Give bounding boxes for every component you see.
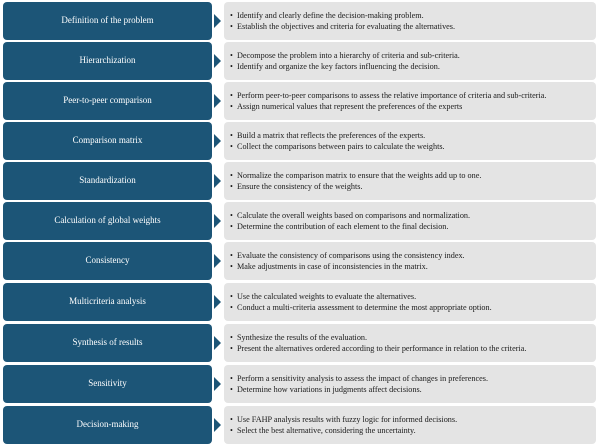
bullet-item: • Present the alternatives ordered according to their performance in relation to the criteria. — [230, 344, 590, 354]
step-row — [0, 82, 600, 120]
bullet-item: • Select the best alternative, considering the uncertainty. — [230, 426, 590, 436]
step-row — [0, 406, 600, 444]
arrow-right-icon — [214, 94, 221, 108]
step-box: Hierarchization — [3, 42, 212, 80]
step-description — [224, 122, 596, 160]
step-row — [0, 122, 600, 160]
bullet-item: • Perform a sensitivity analysis to assess the impact of changes in preferences. — [230, 374, 590, 384]
step-description — [224, 202, 596, 240]
arrow-right-icon — [214, 377, 221, 391]
bullet-item: • Identify and clearly define the decision-making problem. — [230, 11, 590, 21]
bullet-item: • Determine how variations in judgments affect decisions. — [230, 385, 590, 395]
bullet-item: • Determine the contribution of each element to the final decision. — [230, 222, 590, 232]
bullet-item: • Collect the comparisons between pairs to calculate the weights. — [230, 142, 590, 152]
step-row — [0, 162, 600, 200]
bullet-item: • Normalize the comparison matrix to ensure that the weights add up to one. — [230, 171, 590, 181]
bullet-item: • Ensure the consistency of the weights. — [230, 182, 590, 192]
step-description — [224, 365, 596, 403]
arrow-right-icon — [214, 134, 221, 148]
step-row — [0, 2, 600, 40]
step-box: Synthesis of results — [3, 324, 212, 362]
step-box: Calculation of global weights — [3, 202, 212, 240]
bullet-item: • Calculate the overall weights based on comparisons and normalization. — [230, 211, 590, 221]
bullet-item: • Establish the objectives and criteria for evaluating the alternatives. — [230, 22, 590, 32]
bullet-item: • Make adjustments in case of inconsistencies in the matrix. — [230, 262, 590, 272]
bullet-item: • Evaluate the consistency of comparisons using the consistency index. — [230, 251, 590, 261]
arrow-right-icon — [214, 54, 221, 68]
step-box: Multicriteria analysis — [3, 283, 212, 321]
arrow-right-icon — [214, 254, 221, 268]
bullet-item: • Identify and organize the key factors influencing the decision. — [230, 62, 590, 72]
step-row — [0, 42, 600, 80]
step-row — [0, 202, 600, 240]
step-box: Peer-to-peer comparison — [3, 82, 212, 120]
step-row — [0, 242, 600, 280]
step-box: Standardization — [3, 162, 212, 200]
step-box: Decision-making — [3, 406, 212, 444]
bullet-item: • Perform peer-to-peer comparisons to assess the relative importance of criteria and sub-criteria. — [230, 91, 590, 101]
step-description — [224, 2, 596, 40]
step-description — [224, 162, 596, 200]
step-description — [224, 406, 596, 444]
step-row — [0, 365, 600, 403]
bullet-item: • Use FAHP analysis results with fuzzy logic for informed decisions. — [230, 415, 590, 425]
step-box: Sensitivity — [3, 365, 212, 403]
step-box: Definition of the problem — [3, 2, 212, 40]
step-description — [224, 42, 596, 80]
bullet-item: • Build a matrix that reflects the preferences of the experts. — [230, 131, 590, 141]
step-row — [0, 324, 600, 362]
arrow-right-icon — [214, 336, 221, 350]
step-description — [224, 324, 596, 362]
step-box: Consistency — [3, 242, 212, 280]
step-description — [224, 283, 596, 321]
arrow-right-icon — [214, 14, 221, 28]
arrow-right-icon — [214, 174, 221, 188]
bullet-item: • Synthesize the results of the evaluation. — [230, 333, 590, 343]
step-description — [224, 242, 596, 280]
bullet-item: • Conduct a multi-criteria assessment to determine the most appropriate option. — [230, 303, 590, 313]
step-description — [224, 82, 596, 120]
bullet-item: • Assign numerical values that represent the preferences of the experts — [230, 102, 590, 112]
arrow-right-icon — [214, 418, 221, 432]
arrow-right-icon — [214, 295, 221, 309]
bullet-item: • Decompose the problem into a hierarchy of criteria and sub-criteria. — [230, 51, 590, 61]
step-box: Comparison matrix — [3, 122, 212, 160]
bullet-item: • Use the calculated weights to evaluate the alternatives. — [230, 292, 590, 302]
arrow-right-icon — [214, 214, 221, 228]
step-row — [0, 283, 600, 321]
